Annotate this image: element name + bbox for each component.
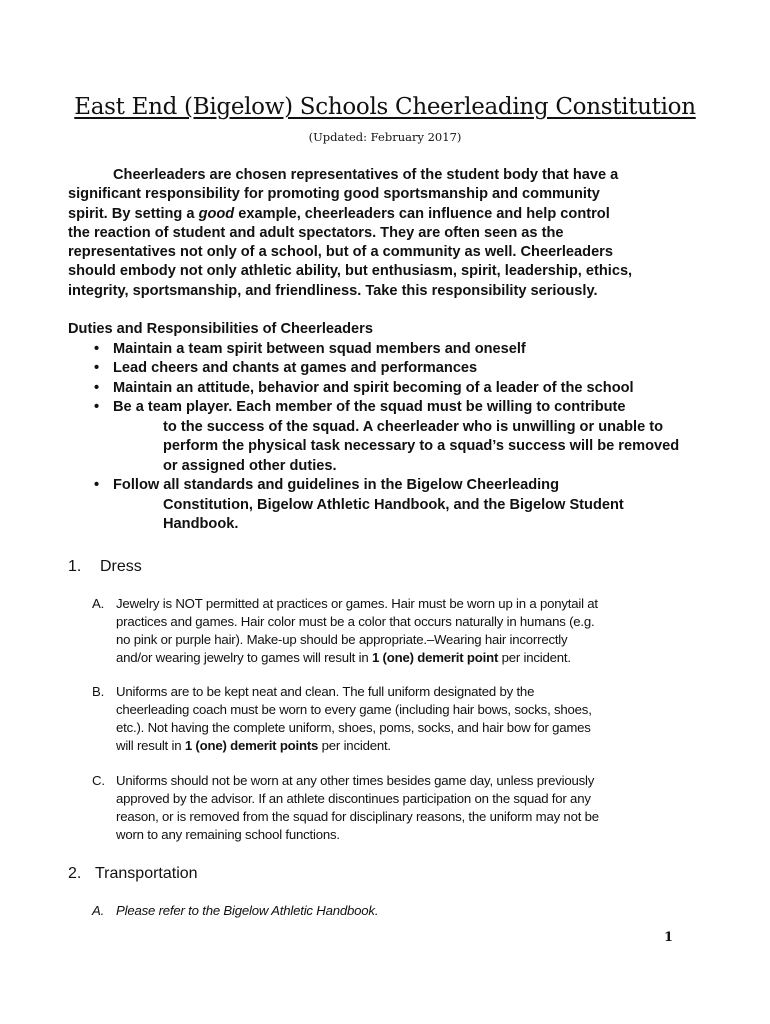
text: Uniforms are to be kept neat and clean. The full uniform designated by the — [116, 684, 535, 699]
text: to the success of the squad. A cheerleader who is unwilling or unable to — [163, 418, 664, 435]
section-title: Dress — [100, 558, 142, 575]
text: reason, or is removed from the squad for disciplinary reasons, the uniform may not be — [116, 809, 599, 824]
bullet-icon: • — [94, 360, 100, 376]
text: Be a team player. Each member of the squad must be willing to contribute — [113, 399, 626, 415]
dress-item-c — [92, 772, 599, 844]
text: no pink or purple hair). Make-up should be appropriate.–Wearing hair incorrectly — [116, 632, 568, 647]
text: per incident. — [318, 738, 391, 753]
list-item — [68, 359, 679, 379]
intro-line: should embody not only athletic ability, but enthusiasm, spirit, leadership, ethics, — [68, 263, 633, 280]
text: Follow all standards and guidelines in the Bigelow Cheerleading — [113, 477, 559, 493]
updated-date: (Updated: February 2017) — [308, 130, 462, 144]
item-letter: C. — [92, 773, 105, 788]
item-letter: A. — [92, 903, 105, 918]
section-title: Transportation — [95, 865, 198, 882]
text: etc.). Not having the complete uniform, shoes, poms, socks, and hair bow for games — [116, 720, 591, 735]
list-item — [68, 476, 679, 535]
document-title: East End (Bigelow) Schools Cheerleading Constitution — [74, 94, 696, 120]
section-number: 2. — [68, 865, 82, 882]
text: Maintain an attitude, behavior and spirit becoming of a leader of the school — [113, 379, 634, 396]
text: perform the physical task necessary to a squad’s success will be removed — [163, 438, 680, 454]
bullet-icon: • — [94, 379, 100, 396]
text: Constitution, Bigelow Athletic Handbook, and the Bigelow Student — [163, 496, 624, 513]
text: Uniforms should not be worn at any other times besides game day, unless previously — [116, 773, 595, 788]
list-item — [68, 398, 679, 476]
text: worn to any remaining school functions. — [116, 827, 340, 842]
section-heading-transportation — [68, 865, 198, 883]
section-heading-dress — [68, 558, 142, 576]
intro-line: Cheerleaders are chosen representatives of the student body that have a — [113, 167, 619, 183]
text: example, cheerleaders can influence and help control — [234, 205, 610, 222]
text: Lead cheers and chants at games and performances — [113, 360, 478, 376]
dress-item-a — [92, 595, 598, 667]
text: approved by the advisor. If an athlete discontinues participation on the squad for any — [116, 791, 591, 806]
intro-line: significant responsibility for promoting good sportsmanship and community — [68, 186, 600, 203]
dress-item-b — [92, 683, 592, 755]
text: Jewelry is NOT permitted at practices or games. Hair must be worn up in a ponytail at — [116, 596, 598, 611]
item-letter: B. — [92, 684, 105, 699]
text: per incident. — [498, 650, 571, 665]
intro-line: representatives not only of a school, but of a community as well. Cheerleaders — [68, 244, 613, 261]
list-item — [68, 340, 679, 360]
text — [92, 737, 592, 755]
emphasis: 1 (one) demerit points — [184, 738, 319, 753]
text: and/or wearing jewelry to games will result in — [116, 650, 372, 665]
page-number: 1 — [664, 930, 674, 945]
text: Please refer to the Bigelow Athletic Handbook. — [116, 903, 379, 918]
duties-heading: Duties and Responsibilities of Cheerleaders — [68, 321, 373, 337]
text — [92, 649, 598, 667]
text: cheerleading coach must be worn to every game (including hair bows, socks, shoes, — [116, 702, 592, 717]
emphasis: good — [198, 205, 235, 222]
transportation-item-a — [92, 902, 378, 920]
text: practices and games. Hair color must be a color that occurs naturally in humans (e.g. — [116, 614, 595, 629]
bullet-icon: • — [94, 399, 100, 415]
intro-line: the reaction of student and adult spectators. They are often seen as the — [68, 224, 564, 241]
intro-paragraph — [68, 166, 632, 301]
text: Maintain a team spirit between squad members and oneself — [113, 340, 526, 357]
duties-section — [68, 320, 679, 535]
bullet-icon: • — [94, 340, 100, 357]
bullet-icon: • — [94, 477, 100, 493]
text: spirit. By setting a — [68, 205, 199, 222]
emphasis: 1 (one) demerit point — [371, 650, 499, 665]
text: or assigned other duties. — [163, 457, 337, 474]
section-number: 1. — [68, 558, 82, 575]
intro-line: integrity, sportsmanship, and friendliness. Take this responsibility seriously. — [68, 282, 598, 299]
text: Handbook. — [163, 516, 239, 532]
list-item — [68, 379, 679, 399]
text: will result in — [116, 738, 185, 753]
intro-line — [68, 205, 632, 224]
item-letter: A. — [92, 596, 105, 611]
